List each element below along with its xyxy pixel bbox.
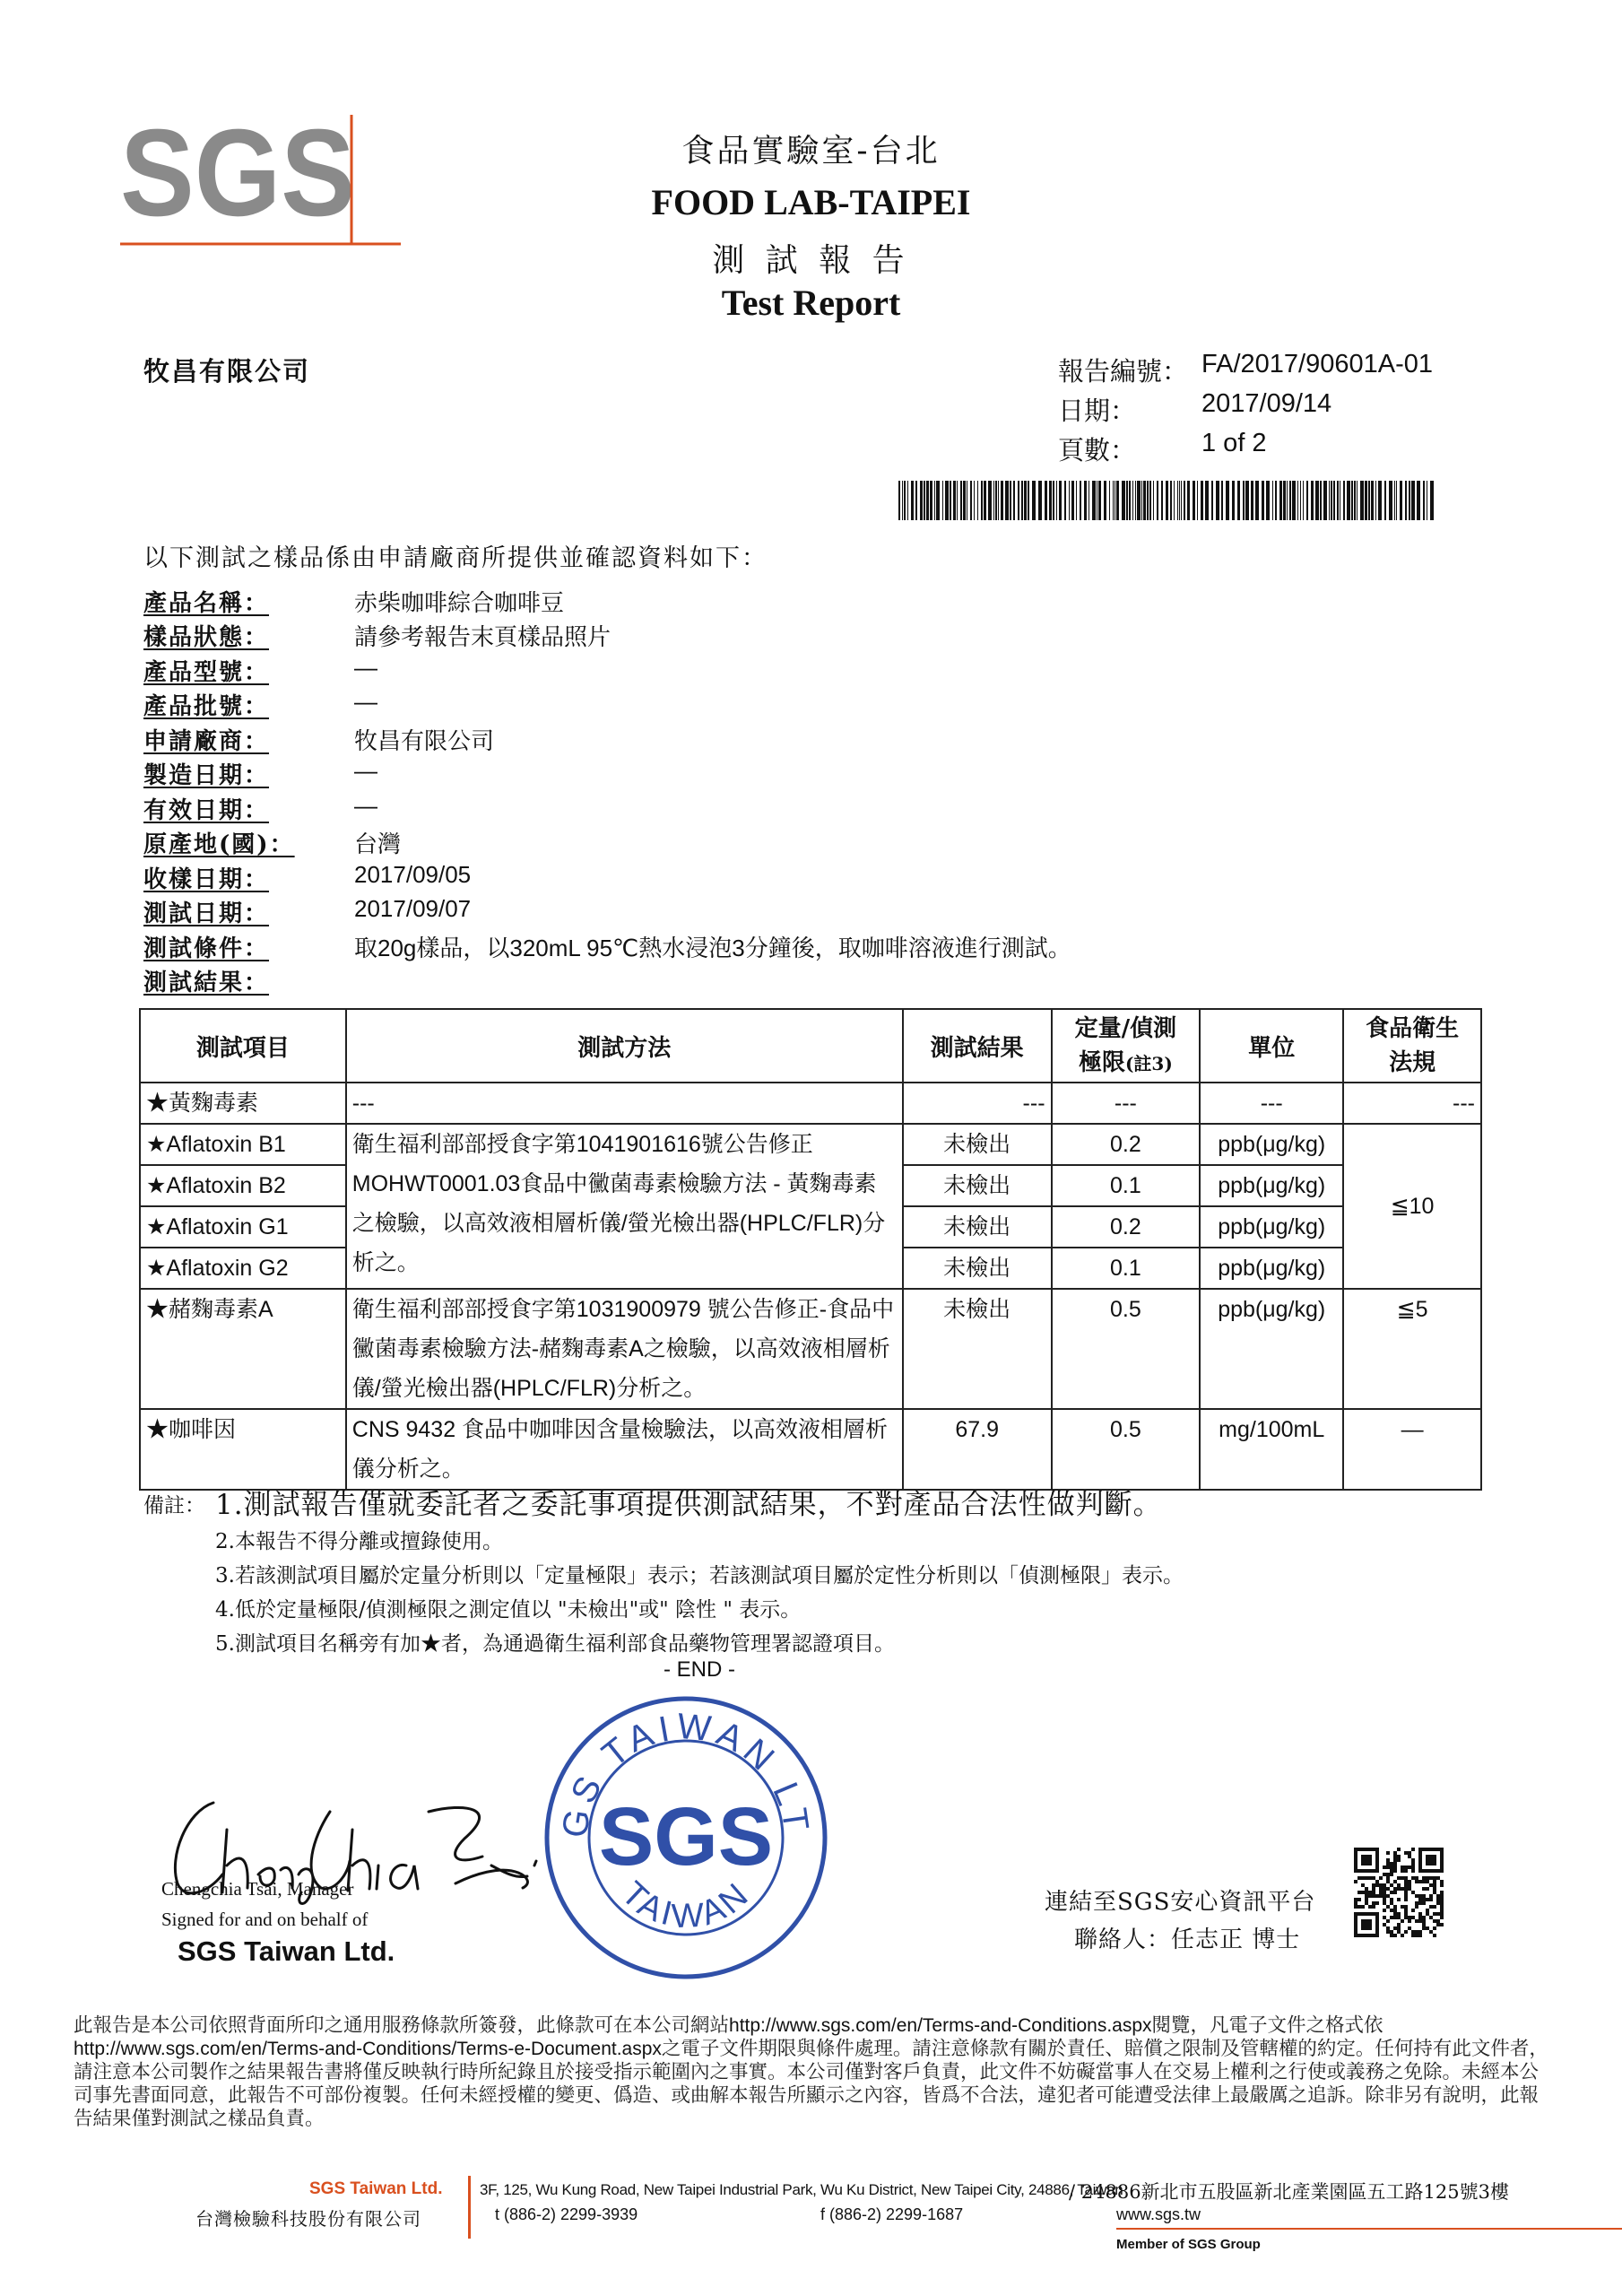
note-2: 2.本報告不得分離或擅錄使用。 xyxy=(215,1530,503,1553)
sgs-stamp xyxy=(538,1690,834,1989)
field-label: 原產地(國)： xyxy=(143,831,295,858)
field-value: 2017/09/05 xyxy=(354,861,472,888)
cell-item: ★Aflatoxin G1 xyxy=(140,1206,346,1248)
header-regulation xyxy=(1343,1009,1481,1083)
cell-item: ★Aflatoxin B1 xyxy=(140,1124,346,1165)
client-name: 牧昌有限公司 xyxy=(143,356,311,387)
field-value: 請參考報告末頁樣品照片 xyxy=(354,623,612,650)
field-value: — xyxy=(354,654,377,681)
cell-method: 衛生福利部部授食字第1031900979 號公告修正-食品中黴菌毒素檢驗方法-赭麴毒素A之檢驗，以高效液相層析儀/螢光檢出器(HPLC/FLR)分析之。 xyxy=(346,1289,903,1409)
note-5: 5.測試項目名稱旁有加★者，為通過衛生福利部食品藥物管理署認證項目。 xyxy=(215,1632,895,1656)
field-label: 樣品狀態： xyxy=(143,624,270,651)
note-1: 1.測試報告僅就委託者之委託事項提供測試結果，不對產品合法性做判斷。 xyxy=(215,1489,1162,1521)
header-limit-note: (註3) xyxy=(1124,1052,1173,1074)
field-origin xyxy=(143,826,1488,860)
pages-label: 頁數： xyxy=(1058,435,1137,465)
field-label: 有效日期： xyxy=(143,797,270,824)
disclaimer xyxy=(74,2014,1553,2131)
field-label: 測試條件： xyxy=(143,935,270,962)
qr-code-icon[interactable] xyxy=(1354,1848,1444,1941)
field-label: 產品批號： xyxy=(143,693,270,720)
field-label: 製造日期： xyxy=(143,762,270,789)
footer-tel: t (886-2) 2299-3939 xyxy=(495,2205,638,2223)
field-test-date xyxy=(143,895,1488,929)
cell-regulation: ≦5 xyxy=(1343,1289,1481,1409)
intro-text: 以下測試之樣品係由申請廠商所提供並確認資料如下： xyxy=(143,544,768,572)
cell-item: ★咖啡因 xyxy=(140,1409,346,1490)
cell-result: 未檢出 xyxy=(903,1206,1052,1248)
cell-item: ★黃麴毒素 xyxy=(140,1083,346,1124)
svg-text:SGS: SGS xyxy=(120,115,355,242)
field-label: 申請廠商： xyxy=(143,728,270,755)
table-row xyxy=(140,1409,1481,1490)
cell-limit: 0.2 xyxy=(1052,1124,1201,1165)
disclaimer-part1: 此報告是本公司依照背面所印之通用服務條款所簽發，此條款可在本公司網站 xyxy=(74,2014,730,2037)
cell-method: --- xyxy=(346,1083,903,1124)
cell-result: --- xyxy=(903,1083,1052,1124)
cell-limit: 0.1 xyxy=(1052,1248,1201,1289)
field-value: 取20g樣品，以320mL 95℃熱水浸泡3分鐘後，取咖啡溶液進行測試。 xyxy=(354,935,1071,961)
footer-divider xyxy=(468,2176,471,2239)
cell-method: CNS 9432 食品中咖啡因含量檢驗法，以高效液相層析儀分析之。 xyxy=(346,1409,903,1490)
report-date: 2017/09/14 xyxy=(1201,389,1332,418)
footer-web[interactable]: www.sgs.tw xyxy=(1116,2205,1201,2223)
cell-item: ★Aflatoxin B2 xyxy=(140,1165,346,1206)
stamp-center: SGS xyxy=(598,1791,774,1883)
header-unit: 單位 xyxy=(1200,1009,1343,1083)
field-applicant xyxy=(143,723,1488,757)
field-value: — xyxy=(354,757,377,784)
report-no: FA/2017/90601A-01 xyxy=(1201,350,1433,378)
terms-e-document-link[interactable]: http://www.sgs.com/en/Terms-and-Conditions/Terms-e-Document.aspx xyxy=(74,2039,662,2059)
footer-address-cn: / 24886新北市五股區新北產業園區五工路125號3樓 xyxy=(1069,2181,1509,2203)
field-model xyxy=(143,654,1488,688)
svg-text:TAIWAN xyxy=(614,1874,758,1935)
field-value: 台灣 xyxy=(354,831,402,857)
header-limit xyxy=(1052,1009,1201,1083)
header-limit-line1: 定量/偵測 xyxy=(1074,1014,1177,1042)
field-label: 產品型號： xyxy=(143,659,270,686)
report-no-label: 報告編號： xyxy=(1058,356,1189,387)
stamp-top-text: GS TAIWAN LT xyxy=(554,1706,817,1840)
cell-item: ★Aflatoxin G2 xyxy=(140,1248,346,1289)
note-4: 4.低於定量極限/偵測極限之測定值以 "未檢出"或" 陰性 " 表示。 xyxy=(215,1598,802,1622)
lab-title-cn: 食品實驗室-台北 xyxy=(681,133,941,170)
cell-result: 未檢出 xyxy=(903,1289,1052,1409)
footer-company-cn: 台灣檢驗科技股份有限公司 xyxy=(195,2208,421,2230)
header-reg-line1: 食品衛生 xyxy=(1366,1015,1460,1042)
table-row xyxy=(140,1083,1481,1124)
cell-result: 67.9 xyxy=(903,1409,1052,1490)
table-row xyxy=(140,1289,1481,1409)
report-title-en: Test Report xyxy=(721,283,901,323)
platform-link[interactable]: 連結至SGS安心資訊平台 xyxy=(1045,1889,1316,1916)
cell-unit: mg/100mL xyxy=(1200,1409,1343,1490)
cell-limit: 0.2 xyxy=(1052,1206,1201,1248)
header-item: 測試項目 xyxy=(140,1009,346,1083)
cell-limit: 0.5 xyxy=(1052,1409,1201,1490)
end-marker: - END - xyxy=(664,1657,735,1682)
field-value: 赤柴咖啡綜合咖啡豆 xyxy=(354,589,565,616)
cell-regulation: — xyxy=(1343,1409,1481,1490)
field-exp-date xyxy=(143,792,1488,826)
header-method: 測試方法 xyxy=(346,1009,903,1083)
field-label: 收樣日期： xyxy=(143,866,270,893)
footer-fax: f (886-2) 2299-1687 xyxy=(820,2205,964,2223)
cell-limit: 0.5 xyxy=(1052,1289,1201,1409)
cell-unit: ppb(μg/kg) xyxy=(1200,1248,1343,1289)
field-value: — xyxy=(354,792,377,819)
field-label: 產品名稱： xyxy=(143,590,270,617)
field-sample-state xyxy=(143,619,1488,653)
cell-unit: ppb(μg/kg) xyxy=(1200,1289,1343,1409)
table-header-row xyxy=(140,1009,1481,1083)
header-limit-line2: 極限 xyxy=(1078,1048,1125,1076)
cell-result: 未檢出 xyxy=(903,1248,1052,1289)
field-value: 2017/09/07 xyxy=(354,895,472,922)
cell-method-aflatoxin: 衛生福利部部授食字第1041901616號公告修正MOHWT0001.03食品中黴菌毒素檢驗方法 - 黃麴毒素之檢驗，以高效液相層析儀/螢光檢出器(HPLC/FLR)分析之。 xyxy=(346,1124,903,1289)
header-reg-line2: 法規 xyxy=(1389,1049,1436,1076)
cell-unit: --- xyxy=(1200,1083,1343,1124)
results-table xyxy=(139,1008,1482,1491)
cell-limit: --- xyxy=(1052,1083,1201,1124)
footer-rule xyxy=(1116,2228,1622,2230)
page-count: 1 of 2 xyxy=(1201,429,1267,457)
field-value: 牧昌有限公司 xyxy=(354,727,495,754)
note-3: 3.若該測試項目屬於定量分析則以「定量極限」表示；若該測試項目屬於定性分析則以「偵測極限」表示。 xyxy=(215,1564,1184,1587)
cell-item: ★赭麴毒素A xyxy=(140,1289,346,1409)
field-test-conditions xyxy=(143,930,1488,964)
field-label: 測試日期： xyxy=(143,900,270,927)
disclaimer-part3: 之電子文件期限與條件處理。請注意條款有關於責任、賠償之限制及管轄權的約定。任何持有此文件者，請注意本公司製作之結果報告書將僅反映執行時所紀錄且於接受指示範圍內之事實。本公司僅對客戶負責，此文件不妨礙當事人在交易上權利之行使或義務之免除。未經本公司事先書面同意，此報告不可部份複製。任何未經授權的變更、僞造、或曲解本報告所顯示之內容，皆爲不合法，違犯者可能遭受法律上最嚴厲之追訴。除非另有說明，此報告結果僅對測試之樣品負責。 xyxy=(74,2038,1548,2130)
stamp-bottom-text: TAIWAN xyxy=(613,1874,759,1936)
report-title-cn: 測 試 報 告 xyxy=(712,242,910,279)
cell-limit: 0.1 xyxy=(1052,1165,1201,1206)
disclaimer-part2: 閱覽，凡電子文件之格式依 xyxy=(1151,2014,1383,2037)
cell-unit: ppb(μg/kg) xyxy=(1200,1206,1343,1248)
notes-prefix: 備註： xyxy=(143,1494,205,1518)
footer-member: Member of SGS Group xyxy=(1116,2237,1261,2252)
cell-unit: ppb(μg/kg) xyxy=(1200,1124,1343,1165)
signer-name: Chengchia Tsai, Manager xyxy=(161,1878,354,1900)
barcode xyxy=(898,481,1436,524)
cell-result: 未檢出 xyxy=(903,1124,1052,1165)
signer-company: SGS Taiwan Ltd. xyxy=(178,1935,395,1967)
terms-link[interactable]: http://www.sgs.com/en/Terms-and-Conditions.aspx xyxy=(729,2015,1152,2036)
field-product-name xyxy=(143,585,1488,619)
cell-unit: ppb(μg/kg) xyxy=(1200,1165,1343,1206)
date-label: 日期： xyxy=(1058,396,1137,426)
footer-address-en: 3F, 125, Wu Kung Road, New Taipei Industrial Park, Wu Ku District, New Taipei City, 24886, Taiwan xyxy=(480,2181,1123,2198)
contact-person: 聯絡人：任志正 博士 xyxy=(1074,1926,1301,1953)
cell-result: 未檢出 xyxy=(903,1165,1052,1206)
cell-regulation: --- xyxy=(1343,1083,1481,1124)
cell-regulation-aflatoxin: ≦10 xyxy=(1343,1124,1481,1289)
field-label: 測試結果： xyxy=(143,970,270,996)
field-batch xyxy=(143,688,1488,722)
footer-company-en: SGS Taiwan Ltd. xyxy=(309,2179,443,2198)
field-value: — xyxy=(354,688,377,715)
field-received-date xyxy=(143,861,1488,895)
header-result: 測試結果 xyxy=(903,1009,1052,1083)
table-row xyxy=(140,1124,1481,1165)
signed-behalf: Signed for and on behalf of xyxy=(161,1909,369,1930)
lab-title-en: FOOD LAB-TAIPEI xyxy=(651,182,971,222)
field-mfg-date xyxy=(143,757,1488,791)
field-test-results xyxy=(143,964,1488,998)
